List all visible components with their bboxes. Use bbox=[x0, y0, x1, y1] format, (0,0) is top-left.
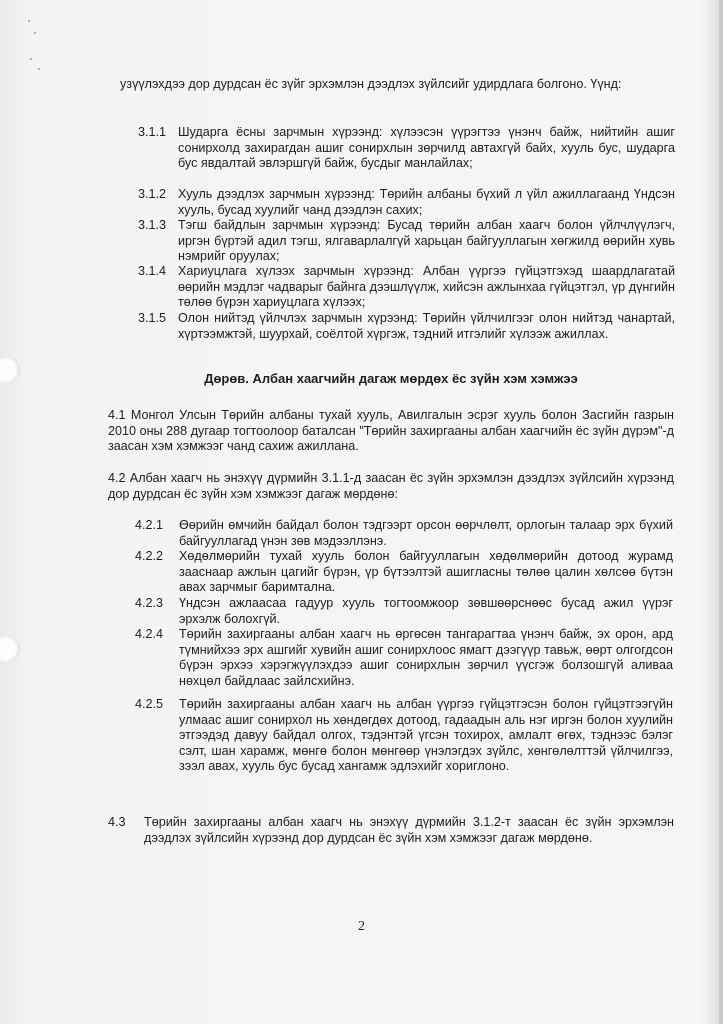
paragraph-4-3 bbox=[108, 815, 674, 846]
page-number: 2 bbox=[358, 919, 365, 934]
item-number: 4.3 bbox=[108, 815, 126, 829]
item-number: 3.1.4 bbox=[138, 264, 167, 278]
lead-paragraph: узүүлэхдээ дор дурдсан ёс зүйг эрхэмлэн дээдлэх зүйлсийг удирдлага болгоно. Үүнд: bbox=[120, 77, 622, 91]
list-item-4-2-5 bbox=[135, 697, 673, 775]
list-item-3-1-5 bbox=[138, 311, 675, 342]
item-number: 4.2.5 bbox=[135, 697, 164, 711]
list-item-4-2-3 bbox=[135, 596, 673, 627]
paragraph-text: Төрийн захиргааны албан хаагч нь энэхүү дүрмийн 3.1.2-т заасан ёс зүйн эрхэмлэн дээдлэх зүйлсийн хүрээнд дор дурдсан ёс зүйн хэм хэмжээг дагаж мөрдөнө. bbox=[144, 815, 674, 845]
page-edge bbox=[719, 0, 723, 1024]
item-number: 4.2.2 bbox=[135, 549, 164, 563]
item-number: 3.1.3 bbox=[138, 218, 167, 232]
list-item-3-1-3 bbox=[138, 218, 675, 265]
item-text: Тэгш байдлын зарчмын хүрээнд: Бусад төрийн албан хаагч болон үйлчлүүлэгч, иргэн бүртэй адил тэгш, ялгаварлалгүй харьцан байгууллагын хөгжилд өөрийн хувь нэмрийг оруулах; bbox=[178, 218, 675, 264]
item-number: 4.2.4 bbox=[135, 627, 164, 641]
item-text: Төрийн захиргааны албан хаагч нь албан үүргээ гүйцэтгэсэн болон гүйцэтгээгүйн улмаас ашиг сонирхол нь хөндөгдөх дотоод, гадаадын аль нэг иргэн болон хуулийн этгээдэд давуу байдал олгох, тэдэнтэй үгсэн тохирох, амлалт өгөх, тэднээс бэлэг сэлт, шан харамж, мөнгө болон мөнгөөр үнэлэгдэх зүйлс, хөнгөлөлттэй үйлчилгээ, зээл авах, хууль бус бусад хангамж эдлэхийг хориглоно. bbox=[179, 697, 673, 774]
item-number: 3.1.5 bbox=[138, 311, 167, 325]
list-item-3-1-1 bbox=[138, 125, 675, 172]
item-text: Шударга ёсны зарчмын хүрээнд: хүлээсэн үүрэгтээ үнэнч байж, нийтийн ашиг сонирхолд захирагдан ашиг сонирхлын зөрчилд автахгүй байх, хууль бус, шударга бус явдалтай эвлэршгүй байж, бусдыг манлайлах; bbox=[178, 125, 675, 171]
list-item-3-1-4 bbox=[138, 264, 675, 311]
punch-hole bbox=[0, 636, 20, 662]
list-item-4-2-1 bbox=[135, 518, 673, 549]
item-text: Хууль дээдлэх зарчмын хүрээнд: Төрийн албаны бүхий л үйл ажиллагаанд Үндсэн хууль, бусад хуулийг чанд дээдлэн сахих; bbox=[178, 187, 675, 217]
item-number: 4.2.3 bbox=[135, 596, 164, 610]
item-text: Хариуцлага хүлээх зарчмын хүрээнд: Албан үүргээ гүйцэтгэхэд шаардлагатай өөрийн мэдлэг чадварыг байнга дээшлүүлж, хийсэн ажлынхаа гүйцэтгэл, үр дүнгийн төлөө бүрэн хариуцлага хүлээх; bbox=[178, 264, 675, 310]
item-text: Олон нийтэд үйлчлэх зарчмын хүрээнд: Төрийн үйлчилгээг олон нийтэд чанартай, хүртээмжтэй, шуурхай, соёлтой хүргэж, тэдний итгэлийг хүлээж ажиллах. bbox=[178, 311, 675, 341]
list-item-4-2-4 bbox=[135, 627, 673, 689]
item-number: 3.1.2 bbox=[138, 187, 167, 201]
list-item-3-1-2 bbox=[138, 187, 675, 218]
paragraph-4-2: 4.2 Албан хаагч нь энэхүү дүрмийн 3.1.1-д заасан ёс зүйн эрхэмлэн дээдлэх зүйлсийн хүрээнд дор дурдсан ёс зүйн хэм хэмжээг дагаж мөрдөнө: bbox=[108, 471, 674, 501]
punch-hole bbox=[0, 357, 20, 383]
item-number: 4.2.1 bbox=[135, 518, 164, 532]
item-text: Хөдөлмөрийн тухай хууль болон байгууллагын хөдөлмөрийн дотоод журамд зааснаар ажлын цагийг бүрэн, үр бүтээлтэй ашигласны төлөө цалин хөлсөө бүтэн авах зарчмыг баримтална. bbox=[179, 549, 673, 595]
item-text: Өөрийн өмчийн байдал болон тэдгээрт орсон өөрчлөлт, орлогын талаар эрх бүхий байгууллагад үнэн зөв мэдээллэнэ. bbox=[179, 518, 673, 548]
paragraph-4-1: 4.1 Монгол Улсын Төрийн албаны тухай хууль, Авилгалын эсрэг хууль болон Засгийн газрын 2010 оны 288 дугаар тогтоолоор баталсан "Төрийн захиргааны албан хаагчийн ёс зүйн дүрэм"-д заасан хэм хэмжээг чанд сахиж ажиллана. bbox=[108, 408, 674, 454]
list-item-4-2-2 bbox=[135, 549, 673, 596]
item-number: 3.1.1 bbox=[138, 125, 167, 139]
item-text: Үндсэн ажлаасаа гадуур хууль тогтоомжоор зөвшөөрснөөс бусад ажил үүрэг эрхэлж болохгүй. bbox=[179, 596, 673, 626]
item-text: Төрийн захиргааны албан хаагч нь өргөсөн тангарагтаа үнэнч байж, эх орон, ард түмнийхээ эрх ашгийг хувийн ашиг сонирхлоос ямагт дээгүүр тавьж, өөрт олгогдсон бүрэн эрхээ хэрэгжүүлэхдээ ашиг сонирхлын зөрчил үүсгэж болзошгүй аливаа нөхцөл байдлаас зайлсхийнэ. bbox=[179, 627, 673, 688]
section-heading: Дөрөв. Албан хаагчийн дагаж мөрдөх ёс зүйн хэм хэмжээ bbox=[204, 371, 578, 386]
